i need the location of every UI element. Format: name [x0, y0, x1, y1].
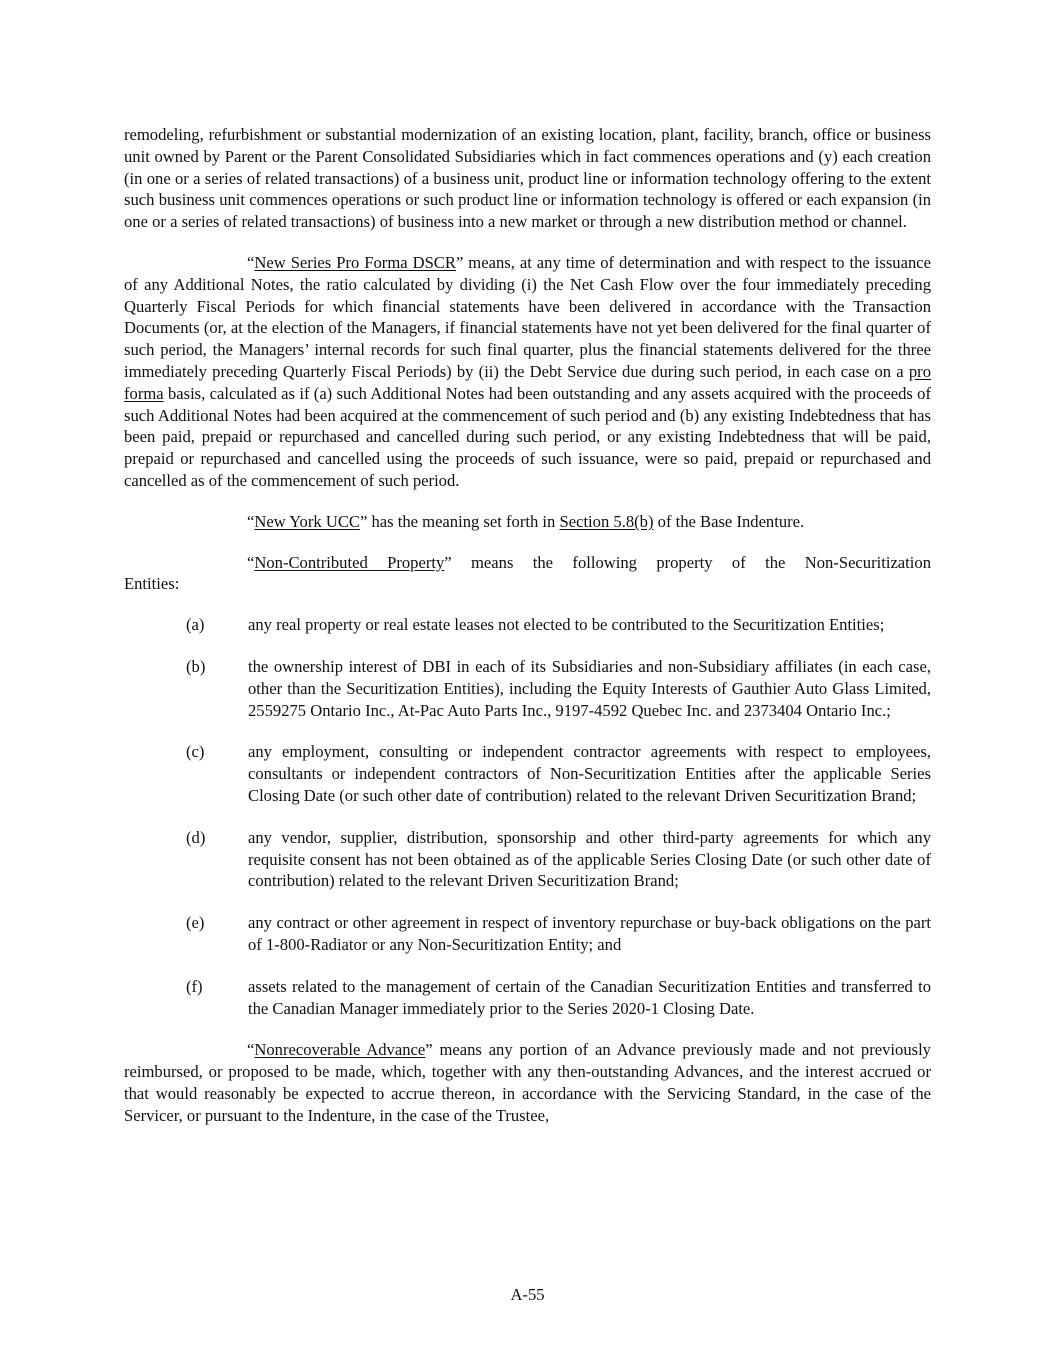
- definition-text: ” means the following property of the Non-Securitization: [444, 552, 931, 572]
- definition-text: ” means any portion of an Advance previously made and not previously reimbursed, or proposed to be made, which, together with any then-outstanding Advances, and the interest accrued or that would reasonably be expected to accrue thereon, in accordance with the Servicing Standard, in the case of the Servicer, or pursuant to the Indenture, in the case of the Trustee,: [124, 1040, 931, 1125]
- list-item-text: assets related to the management of certain of the Canadian Securitization Entities and transferred to the Canadian Manager immediately prior to the Series 2020-1 Closing Date.: [248, 976, 931, 1018]
- definition-text: ” means, at any time of determination and with respect to the issuance of any Additional Notes, the ratio calculated by dividing (i) the Net Cash Flow over the four immediately preceding Quarterly Fiscal Periods for which financial statements have been delivered in accordance with the Transaction Documents (or, at the election of the Managers, if financial statements have not yet been delivered for the final quarter of such period, the Managers’ internal records for such final quarter, plus the financial statements delivered for the three immediately preceding Quarterly Fiscal Periods) by (ii) the Debt Service due during such period, in each case on a: [124, 252, 931, 381]
- page-number: A-55: [510, 1285, 545, 1304]
- section-reference: Section 5.8(b): [559, 511, 654, 531]
- definition-text: ” has the meaning set forth in: [359, 511, 560, 531]
- list-item-label: (b): [186, 656, 206, 676]
- open-quote: “: [247, 252, 255, 272]
- document-body: [124, 124, 931, 1126]
- list-item-label: (c): [186, 742, 205, 762]
- definition-new-series-pro-forma-dscr: [124, 252, 931, 492]
- defined-term: Nonrecoverable Advance: [254, 1040, 426, 1060]
- list-item-label: (a): [186, 615, 205, 635]
- list-item-text: any contract or other agreement in respect of inventory repurchase or buy-back obligations on the part of 1-800-Radiator or any Non-Securitization Entity; and: [248, 913, 931, 954]
- list-item-label: (f): [186, 976, 203, 996]
- defined-term: New York UCC: [254, 511, 360, 531]
- definition-lead-continuation: Entities:: [124, 574, 180, 594]
- open-quote: “: [247, 511, 255, 531]
- defined-term: Non-Contributed Property: [254, 552, 445, 572]
- list-item: [124, 656, 931, 721]
- open-quote: “: [247, 552, 255, 572]
- definition-text-continued: of the Base Indenture.: [653, 511, 805, 531]
- definition-nonrecoverable-advance: [124, 1039, 931, 1126]
- emphasis-pro: pro: [908, 361, 931, 381]
- paragraph-continuation: remodeling, refurbishment or substantial modernization of an existing location, plant, facility, branch, office or business unit owned by Parent or the Parent Consolidated Subsidiaries which in fact commences operations and (y) each creation (in one or a series of related transactions) of a business unit, product line or information technology offering to the extent such business unit commences operations or such product line or information technology is offered or each expansion (in one or a series of related transactions) of business into a new market or through a new distribution method or channel.: [124, 125, 931, 232]
- list-item: [124, 827, 931, 892]
- list-item: [124, 912, 931, 956]
- list-item: [124, 614, 931, 636]
- list-item-text: any real property or real estate leases not elected to be contributed to the Securitization Entities;: [248, 615, 885, 635]
- list-item-text: the ownership interest of DBI in each of its Subsidiaries and non-Subsidiary affiliates (in each case, other than the Securitization Entities), including the Equity Interests of Gauthier Auto Glass Limited, 2559275 Ontario Inc., At-Pac Auto Parts Inc., 9197-4592 Quebec Inc. and 2373404 Ontario Inc.;: [248, 656, 931, 720]
- open-quote: “: [247, 1040, 255, 1060]
- list-item-text: any vendor, supplier, distribution, sponsorship and other third-party agreements for which any requisite consent has not been obtained as of the applicable Series Closing Date (or such other date of contribution) related to the relevant Driven Securitization Brand;: [248, 827, 931, 891]
- list-item-label: (e): [186, 913, 205, 933]
- defined-term: New Series Pro Forma DSCR: [254, 252, 456, 272]
- list-item-text: any employment, consulting or independent contractor agreements with respect to employees, consultants or independent contractors of Non-Securitization Entities after the applicable Series Closing Date (or such other date of contribution) related to the relevant Driven Securitization Brand;: [248, 742, 931, 805]
- list-item-label: (d): [186, 827, 206, 847]
- definition-text-continued: basis, calculated as if (a) such Additional Notes had been outstanding and any assets acquired with the proceeds of such Additional Notes had been acquired at the commencement of such period and (b) any existing Indebtedness that has been paid, prepaid or repurchased and cancelled during such period, or any existing Indebtedness that will be paid, prepaid or repurchased and cancelled using the proceeds of such issuance, were so paid, prepaid or repurchased and cancelled as of the commencement of such period.: [124, 383, 931, 490]
- list-item: [124, 741, 931, 806]
- definition-lead-line: [124, 552, 931, 574]
- definition-new-york-ucc: [124, 511, 931, 533]
- definition-non-contributed-property: [124, 552, 931, 1020]
- list-item: [124, 976, 931, 1020]
- emphasis-forma: forma: [124, 383, 164, 403]
